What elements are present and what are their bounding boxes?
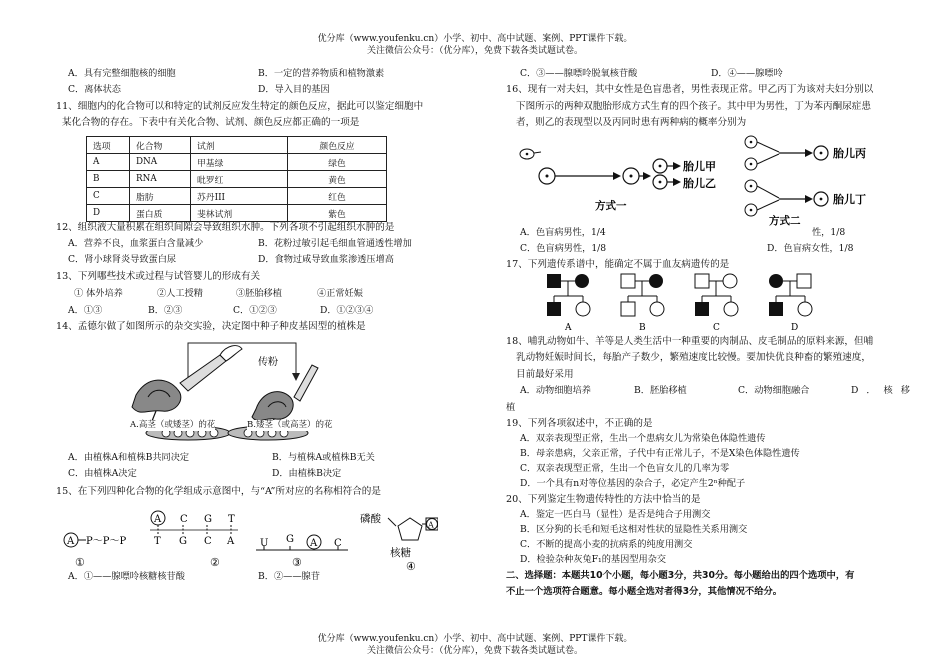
table-cell: B bbox=[87, 171, 130, 188]
q20-option-b: B．区分狗的长毛和短毛这相对性状的显隐性关系用测交 bbox=[520, 524, 748, 535]
dna-base-pairs bbox=[150, 511, 238, 569]
fetus-ding-label: 胎儿丁 bbox=[833, 193, 866, 206]
q18-stem-line-3: 目前最好采用 bbox=[516, 369, 574, 380]
table-cell: DNA bbox=[130, 154, 191, 171]
q13-option-a: A．①③ bbox=[68, 305, 103, 316]
q17-stem: 17、下列遗传系谱中，能确定不属于血友病遗传的是 bbox=[506, 259, 730, 270]
q13-item-1: ① 体外培养 bbox=[74, 288, 123, 299]
svg-text:A: A bbox=[310, 538, 318, 549]
q16-option-d: D．色盲病女性，1/8 bbox=[767, 243, 854, 254]
q20-stem: 20、下列鉴定生物遗传特性的方法中恰当的是 bbox=[506, 494, 701, 505]
q12-option-c: C．肾小球肾炎导致蛋白尿 bbox=[68, 254, 177, 265]
q13-option-c: C．①②③ bbox=[233, 305, 277, 316]
q15-compound-figures bbox=[58, 502, 438, 574]
q16-option-c: C．色盲病男性，1/8 bbox=[520, 243, 607, 254]
q16-twin-figure bbox=[515, 130, 895, 230]
table-cell: 甲基绿 bbox=[191, 154, 288, 171]
section-2-heading-line-1: 二、选择题：本题共10个小题，每小题3分，共30分。每小题给出的四个选项中，有 bbox=[506, 570, 855, 581]
q12-option-b: B．花粉过敏引起毛细血管通透性增加 bbox=[258, 238, 412, 249]
table-cell: 苏丹III bbox=[191, 188, 288, 205]
table-header-row bbox=[87, 137, 387, 154]
svg-text:核糖: 核糖 bbox=[390, 547, 411, 559]
fetus-bing-label: 胎儿丙 bbox=[833, 147, 866, 160]
table-cell: 黄色 bbox=[288, 171, 387, 188]
rna-strand bbox=[256, 534, 348, 569]
q15-option-d: D．④——腺嘌呤 bbox=[711, 68, 783, 79]
q20-option-c: C．不断的提高小麦的抗病系的纯度用测交 bbox=[520, 539, 693, 550]
table-cell: A bbox=[87, 154, 130, 171]
atp-structure bbox=[64, 533, 126, 569]
q12-option-d: D．食物过咸导致血浆渗透压增高 bbox=[258, 254, 394, 265]
q10-option-a: A．具有完整细胞核的细胞 bbox=[68, 68, 176, 79]
svg-text:U: U bbox=[260, 538, 269, 549]
svg-text:T: T bbox=[228, 514, 235, 525]
table-row bbox=[87, 205, 387, 222]
svg-text:G: G bbox=[204, 514, 212, 525]
q14-option-c: C．由植株A决定 bbox=[68, 468, 137, 479]
table-cell: 脂肪 bbox=[130, 188, 191, 205]
table-cell: 紫色 bbox=[288, 205, 387, 222]
pedigree-d bbox=[769, 274, 812, 332]
table-cell: C bbox=[87, 188, 130, 205]
svg-text:D: D bbox=[791, 323, 799, 332]
q16-option-a: A．色盲病男性，1/4 bbox=[520, 227, 606, 238]
q14-option-b: B．与植株A或植株B无关 bbox=[272, 452, 375, 463]
fetus-jia-label: 胎儿甲 bbox=[683, 160, 716, 173]
q17-pedigree-figure bbox=[545, 272, 845, 332]
q13-item-4: ④正常妊娠 bbox=[317, 288, 363, 299]
q18-option-a: A．动物细胞培养 bbox=[520, 385, 591, 396]
table-cell: 绿色 bbox=[288, 154, 387, 171]
table-cell: D bbox=[87, 205, 130, 222]
flower-b-label: B.矮茎（或高茎）的花 bbox=[247, 420, 333, 430]
q16-stem-line-1: 16、现有一对夫妇，其中女性是色盲患者，男性表现正常。甲乙丙丁为该对夫妇分别以 bbox=[506, 84, 874, 95]
footer-line-2: 关注微信公众号：（优分库），免费下载各类试题试卷。 bbox=[366, 646, 583, 656]
q20-option-a: A．鉴定一匹白马（显性）是否是纯合子用测交 bbox=[520, 509, 711, 520]
table-row bbox=[87, 154, 387, 171]
table-cell: 蛋白质 bbox=[130, 205, 191, 222]
q19-option-b: B．母亲患病，父亲正常，子代中有正常儿子，不是X染色体隐性遗传 bbox=[520, 448, 800, 459]
q10-option-d: D．导入目的基因 bbox=[258, 84, 330, 95]
q19-option-d: D．一个具有n对等位基因的杂合子，必定产生2ⁿ种配子 bbox=[520, 478, 746, 489]
nucleotide-structure bbox=[360, 512, 438, 573]
svg-text:C: C bbox=[204, 536, 212, 547]
q11-table bbox=[86, 136, 387, 222]
table-cell: 红色 bbox=[288, 188, 387, 205]
q10-option-c: C．离体状态 bbox=[68, 84, 121, 95]
pedigree-c bbox=[695, 274, 738, 332]
q19-stem: 19、下列各项叙述中，不正确的是 bbox=[506, 418, 653, 429]
flower-a-label: A.高茎（或矮茎）的花 bbox=[130, 420, 216, 430]
q10-option-b: B．一定的营养物质和植物激素 bbox=[258, 68, 385, 79]
q15-stem: 15、在下列四种化合物的化学组成示意图中，与“A”所对应的名称相符合的是 bbox=[56, 486, 381, 497]
svg-text:A: A bbox=[67, 536, 75, 547]
q14-option-d: D．由植株B决定 bbox=[272, 468, 342, 479]
q19-option-c: C．双亲表现型正常，生出一个色盲女儿的几率为零 bbox=[520, 463, 730, 474]
q15-option-c: C．③——腺嘌呤脱氧核苷酸 bbox=[520, 68, 638, 79]
svg-text:T: T bbox=[154, 536, 161, 547]
pedigree-b bbox=[621, 274, 664, 332]
q18-option-d: D．核移 bbox=[851, 385, 918, 396]
flower-a-illustration bbox=[132, 346, 242, 431]
pollinate-label: 传粉 bbox=[258, 357, 278, 368]
q18-option-b: B．胚胎移植 bbox=[634, 385, 687, 396]
q14-pollination-figure bbox=[118, 335, 338, 450]
svg-text:③: ③ bbox=[292, 556, 302, 569]
q11-stem-line-1: 11、细胞内的化合物可以和特定的试剂反应发生特定的颜色反应，据此可以鉴定细胞中 bbox=[56, 101, 424, 112]
footer-line-1: 优分库（www.youfenku.cn）小学、初中、高中试题、案例、PPT课件下载。 bbox=[317, 634, 633, 644]
mode-two-label: 方式二 bbox=[769, 215, 801, 227]
svg-text:A: A bbox=[227, 536, 235, 547]
header-line-2: 关注微信公众号：（优分库），免费下载各类试题试卷。 bbox=[366, 46, 583, 56]
twin-mode-two bbox=[745, 136, 866, 227]
q15-option-b: B．②——腺苷 bbox=[258, 571, 320, 582]
q16-stem-line-2: 下图所示的两种双胞胎形成方式生育的四个孩子。其中甲为男性，丁为苯丙酮尿症患 bbox=[516, 101, 871, 112]
section-2-heading-line-2: 不止一个选项符合题意。每小题全选对者得3分，其他情况不给分。 bbox=[506, 586, 783, 597]
q13-item-3: ③胚胎移植 bbox=[236, 288, 282, 299]
q13-stem: 13、下列哪些技术或过程与试管婴儿的形成有关 bbox=[56, 271, 261, 282]
table-header: 选项 bbox=[87, 137, 130, 154]
q18-stem-line-1: 18、哺乳动物如牛、羊等是人类生活中一种重要的肉制品、皮毛制品的原料来源，但哺 bbox=[506, 336, 874, 347]
header-line-1: 优分库（www.youfenku.cn）小学、初中、高中试题、案例、PPT课件下载。 bbox=[317, 34, 633, 44]
svg-text:磷酸: 磷酸 bbox=[360, 513, 381, 525]
q18-option-c: C．动物细胞融合 bbox=[738, 385, 810, 396]
svg-text:G: G bbox=[179, 536, 187, 547]
svg-text:G: G bbox=[286, 534, 294, 545]
svg-text:C: C bbox=[180, 514, 188, 525]
svg-text:A: A bbox=[565, 323, 572, 332]
svg-text:C: C bbox=[713, 323, 720, 332]
q16-option-b: 性，1/8 bbox=[812, 227, 846, 238]
mode-one-label: 方式一 bbox=[595, 200, 627, 212]
q19-option-a: A．双亲表现型正常，生出一个患病女儿为常染色体隐性遗传 bbox=[520, 433, 766, 444]
svg-text:A: A bbox=[428, 520, 434, 530]
svg-text:C: C bbox=[334, 538, 342, 549]
q14-stem: 14、孟德尔做了如图所示的杂交实验，决定图中种子种皮基因型的植株是 bbox=[56, 321, 366, 332]
q13-option-d: D．①②③④ bbox=[320, 305, 374, 316]
svg-text:P～P～P: P～P～P bbox=[86, 536, 127, 547]
q18-option-d-continued: 植 bbox=[506, 402, 516, 413]
table-cell: 斐林试剂 bbox=[191, 205, 288, 222]
table-row bbox=[87, 188, 387, 205]
table-header: 试剂 bbox=[191, 137, 288, 154]
twin-mode-one bbox=[520, 149, 716, 212]
table-cell: 吡罗红 bbox=[191, 171, 288, 188]
table-cell: RNA bbox=[130, 171, 191, 188]
q12-option-a: A．营养不良，血浆蛋白含量减少 bbox=[68, 238, 204, 249]
q18-stem-line-2: 乳动物妊娠时间长，每胎产子数少，繁殖速度比较慢。要加快优良种畜的繁殖速度， bbox=[516, 352, 871, 363]
q20-option-d: D．检验杂种灰兔F₁的基因型用杂交 bbox=[520, 554, 667, 565]
q12-stem: 12、组织液大量积累在组织间隙会导致组织水肿。下列各项不引起组织水肿的是 bbox=[56, 222, 395, 233]
svg-text:A: A bbox=[154, 514, 162, 525]
svg-text:B: B bbox=[639, 323, 646, 332]
q11-stem-line-2: 某化合物的存在。下表中有关化合物、试剂、颜色反应都正确的一项是 bbox=[62, 117, 360, 128]
svg-text:②: ② bbox=[210, 556, 220, 569]
fetus-yi-label: 胎儿乙 bbox=[683, 177, 716, 190]
q13-item-2: ②人工授精 bbox=[157, 288, 203, 299]
q16-stem-line-3: 者，则乙的表现型以及丙同时患有两种病的概率分别为 bbox=[516, 117, 747, 128]
q14-option-a: A．由植株A和植株B共同决定 bbox=[68, 452, 190, 463]
pedigree-a bbox=[547, 274, 590, 332]
table-header: 化合物 bbox=[130, 137, 191, 154]
svg-text:①: ① bbox=[75, 556, 85, 569]
q13-option-b: B．②③ bbox=[148, 305, 183, 316]
table-row bbox=[87, 171, 387, 188]
svg-text:④: ④ bbox=[406, 560, 416, 573]
table-header: 颜色反应 bbox=[288, 137, 387, 154]
q15-option-a: A．①——腺嘌呤核糖核苷酸 bbox=[68, 571, 185, 582]
